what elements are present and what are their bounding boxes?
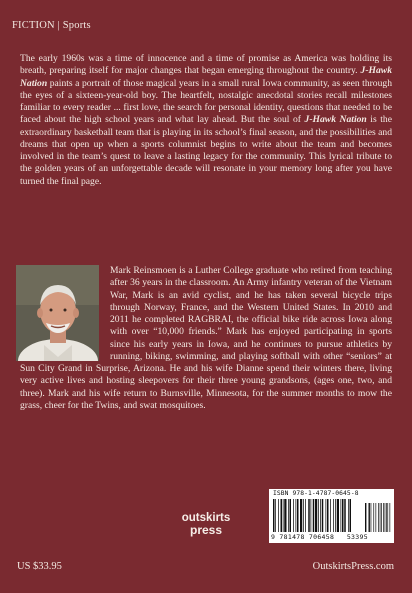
barcode-addon: 53395 [346, 533, 368, 541]
book-description: The early 1960s was a time of innocence and a time of promise as America was holding its breath, preparing itself for major changes that began emerging throughout the country. J-Hawk Nation paints a portrait of those magical years in a small rural Iowa community, as seen through the eyes of a sixteen-year-old boy. The heartfelt, nostalgic anecdotal stories recall milestones familiar to every reader ... first love, the search for personal identity, questions that needed to be faced about the high school years and what lay ahead. But the soul of J-Hawk Nation is the extraordinary basketball team that is playing in its school’s final season, and the possibilities and dreams that open up when a sports columnist begins to write about the team and becomes involved in the team’s quest to leave a lasting legacy for the community. This lyrical tribute to the golden years of an unforgettable decade will resonate in your memory long after you have turned the final page. [20, 53, 392, 187]
book-title-inline: J-Hawk Nation [20, 65, 392, 89]
barcode-digits: 9 781478 706458 53395 [271, 533, 368, 541]
book-title-inline: J-Hawk Nation [304, 114, 367, 126]
price: US $33.95 [17, 561, 62, 572]
genre-label: FICTION | Sports [12, 20, 91, 31]
publisher-website: OutskirtsPress.com [312, 561, 394, 572]
isbn-number: ISBN 978-1-4787-0645-8 [273, 490, 359, 497]
isbn-barcode [269, 489, 394, 543]
author-bio: Mark Reinsmoen is a Luther College graduate who retired from teaching after 36 years in the classroom. An Army infantry veteran of the Vietnam War, Mark is an avid cyclist, and he has taken several bicycle trips through Norway, France, and the Western United States. In 2010 and 2011 he completed RAGBRAI, the official bike ride across Iowa along with over “10,000 friends.” Mark has enjoyed participating in sports since his early years in Iowa, and he continues to pursue athletics by running, biking, swimming, and playing softball with other “seniors” at Sun City Grand in Surprise, Arizona. He and his wife Dianne spend their winters there, living very active lives and hosting sleepovers for their three young grandsons, (ages one, two, and three). Mark and his wife return to Burnsville, Minnesota, for the summer months to mow the grass, cheer for the Twins, and swat mosquitoes. [20, 265, 392, 411]
barcode-bars [273, 499, 391, 532]
publisher-logo: outskirts press [181, 512, 231, 537]
